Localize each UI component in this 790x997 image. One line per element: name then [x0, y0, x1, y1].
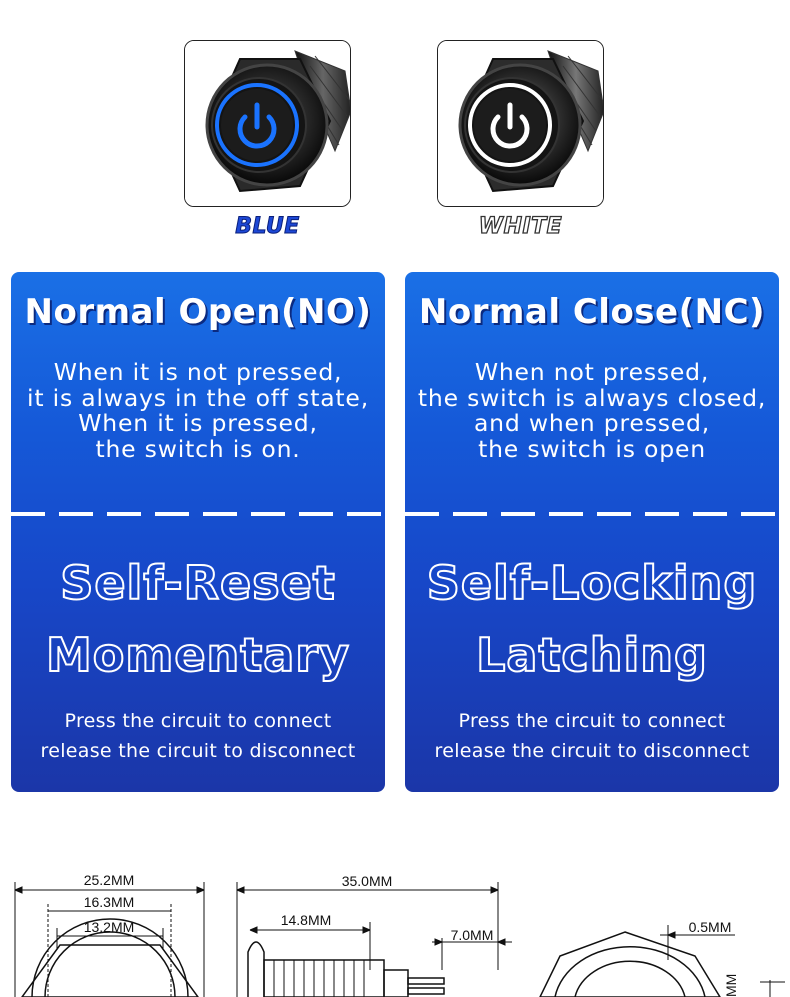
product-label-white: WHITE: [478, 214, 563, 239]
card-title: Normal Close(NC): [418, 292, 766, 332]
desc-line: the switch is always closed,: [417, 383, 767, 412]
dim-front-mid: 16.3MM: [83, 894, 135, 910]
desc-line: the switch is open: [478, 434, 706, 463]
card-footer: [405, 706, 779, 766]
card-description: [405, 360, 779, 462]
desc-line: When it is not pressed,: [53, 358, 343, 386]
desc-line: the switch is on.: [95, 434, 301, 463]
foot-line: release the circuit to disconnect: [434, 740, 750, 762]
desc-line: and when pressed,: [473, 409, 711, 437]
mode-subtitle: Momentary: [46, 628, 350, 682]
card-title: Normal Open(NO): [24, 292, 372, 332]
dim-back-height: MM: [723, 973, 739, 997]
product-image-blue: [184, 40, 351, 207]
dim-side-thread: 14.8MM: [280, 912, 332, 928]
foot-line: Press the circuit to connect: [458, 710, 726, 732]
dim-side-pin: 7.0MM: [450, 927, 494, 943]
back-view-drawing: [540, 925, 785, 997]
card-description: [11, 360, 385, 462]
card-footer: [11, 706, 385, 766]
card-normal-close: [405, 272, 779, 792]
mode-title: Self-Reset: [60, 556, 336, 610]
dimension-drawings: [0, 860, 790, 997]
dim-front-inner: 13.2MM: [83, 919, 135, 935]
dim-back-gap: 0.5MM: [688, 919, 732, 935]
dashed-divider: [11, 512, 385, 516]
dim-side-length: 35.0MM: [341, 873, 393, 889]
foot-line: release the circuit to disconnect: [40, 740, 356, 762]
desc-line: it is always in the off state,: [27, 383, 369, 412]
dim-front-outer: 25.2MM: [83, 872, 135, 888]
mode-subtitle: Latching: [476, 628, 708, 682]
desc-line: When it is pressed,: [78, 409, 318, 437]
product-label-blue: BLUE: [235, 214, 300, 239]
foot-line: Press the circuit to connect: [64, 710, 332, 732]
card-normal-open: [11, 272, 385, 792]
product-image-white: [437, 40, 604, 207]
dashed-divider: [405, 512, 779, 516]
mode-title: Self-Locking: [426, 556, 758, 610]
desc-line: When not pressed,: [474, 358, 710, 386]
